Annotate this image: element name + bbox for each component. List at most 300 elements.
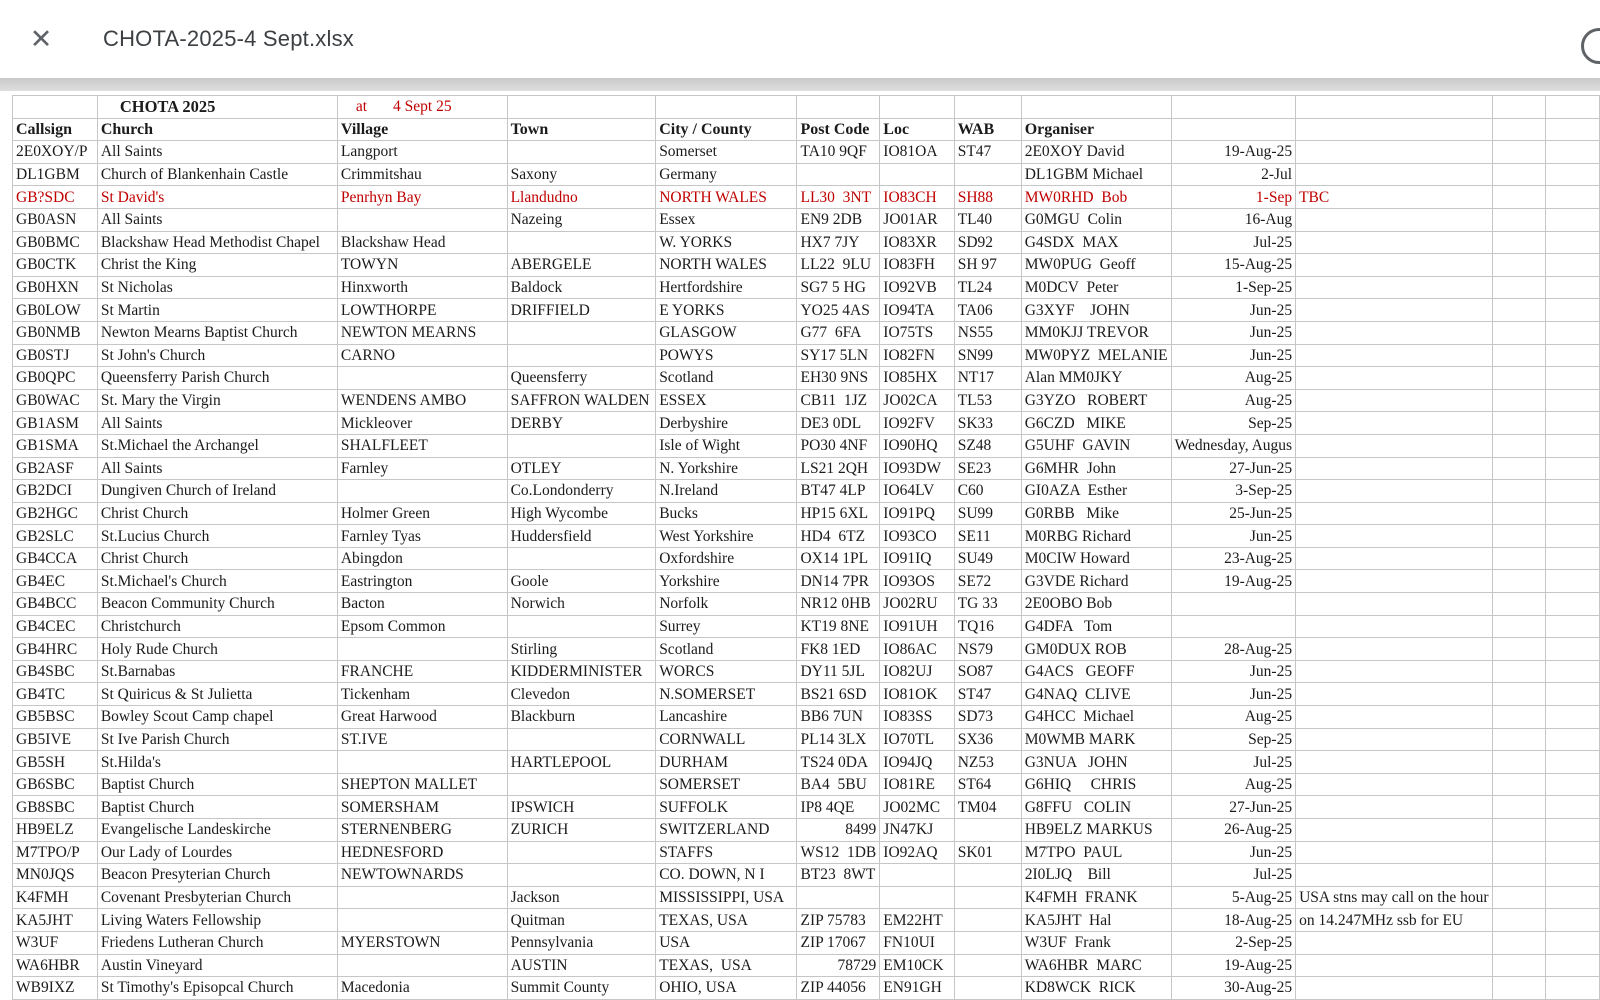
at-label: at <box>355 98 368 116</box>
cell-city-county: Bucks <box>656 502 797 525</box>
cell-loc: IO91IQ <box>880 547 954 570</box>
table-row <box>13 163 1600 186</box>
cell-church: Baptist Church <box>97 773 337 796</box>
cell-wab: SE23 <box>954 457 1021 480</box>
col-header-callsign: Callsign <box>13 118 98 141</box>
cell-organiser: 2I0LJQ Bill <box>1021 864 1171 887</box>
cell-church: Christ Church <box>97 502 337 525</box>
cell-loc: IO92AQ <box>880 841 954 864</box>
cell-date: Aug-25 <box>1171 773 1295 796</box>
cell-post-code: PL14 3LX <box>797 728 880 751</box>
cell-note <box>1296 706 1492 729</box>
cell-church: St Ive Parish Church <box>97 728 337 751</box>
cell-post-code: TA10 9QF <box>797 141 880 164</box>
cell-callsign: WA6HBR <box>13 954 98 977</box>
cell-extra1 <box>1492 660 1546 683</box>
cell-town: IPSWICH <box>507 796 656 819</box>
cell-post-code: ZIP 17067 <box>797 931 880 954</box>
table-row <box>13 141 1600 164</box>
cell-city-county: WORCS <box>656 660 797 683</box>
cell-village <box>337 954 507 977</box>
cell-extra1 <box>1492 683 1546 706</box>
cell-post-code: BS21 6SD <box>797 683 880 706</box>
cell-date: 1-Sep <box>1171 186 1295 209</box>
cell-loc: IO85HX <box>880 367 954 390</box>
table-row <box>13 186 1600 209</box>
clock-icon[interactable] <box>1581 28 1600 64</box>
table-row <box>13 389 1600 412</box>
cell-village: Tickenham <box>337 683 507 706</box>
cell-extra2 <box>1546 254 1600 277</box>
cell-extra2 <box>1546 909 1600 932</box>
cell-extra2 <box>1546 186 1600 209</box>
cell-extra1 <box>1492 751 1546 774</box>
cell-town: HARTLEPOOL <box>507 751 656 774</box>
cell-town: Baldock <box>507 276 656 299</box>
cell-village: Holmer Green <box>337 502 507 525</box>
cell-post-code <box>797 163 880 186</box>
cell-loc: IO83CH <box>880 186 954 209</box>
cell-extra2 <box>1546 276 1600 299</box>
cell-church: All Saints <box>97 141 337 164</box>
cell-post-code: DY11 5JL <box>797 660 880 683</box>
cell-date: 23-Aug-25 <box>1171 547 1295 570</box>
cell-city-county: Derbyshire <box>656 412 797 435</box>
cell-church: Beacon Community Church <box>97 593 337 616</box>
cell-city-county: NORTH WALES <box>656 186 797 209</box>
cell-extra2 <box>1546 570 1600 593</box>
cell-organiser: GI0AZA Esther <box>1021 480 1171 503</box>
cell-callsign: GB0QPC <box>13 367 98 390</box>
cell-loc: IO81OA <box>880 141 954 164</box>
cell-extra2 <box>1546 547 1600 570</box>
banner-row <box>13 96 1600 119</box>
cell-callsign: MN0JQS <box>13 864 98 887</box>
table-row <box>13 615 1600 638</box>
cell-post-code: SG7 5 HG <box>797 276 880 299</box>
cell-city-county: N.SOMERSET <box>656 683 797 706</box>
cell-date: Jun-25 <box>1171 299 1295 322</box>
cell-village: MYERSTOWN <box>337 931 507 954</box>
cell-extra1 <box>1492 344 1546 367</box>
cell-note <box>1296 457 1492 480</box>
cell-organiser: G3NUA JOHN <box>1021 751 1171 774</box>
cell-organiser: G3XYF JOHN <box>1021 299 1171 322</box>
cell-wab: TL53 <box>954 389 1021 412</box>
cell-extra1 <box>1492 593 1546 616</box>
cell-blank <box>1296 96 1492 119</box>
cell-village: Macedonia <box>337 977 507 1000</box>
cell-wab: ST47 <box>954 683 1021 706</box>
cell-blank <box>1546 96 1600 119</box>
cell-village <box>337 909 507 932</box>
cell-organiser: G4SDX MAX <box>1021 231 1171 254</box>
cell-organiser: M0CIW Howard <box>1021 547 1171 570</box>
col-header-blank <box>1492 118 1546 141</box>
table-row <box>13 773 1600 796</box>
cell-church: Newton Mearns Baptist Church <box>97 321 337 344</box>
cell-wab <box>954 886 1021 909</box>
cell-organiser: G0RBB Mike <box>1021 502 1171 525</box>
cell-city-county: SOMERSET <box>656 773 797 796</box>
cell-callsign: GB4BCC <box>13 593 98 616</box>
cell-city-county: Somerset <box>656 141 797 164</box>
cell-post-code: ZIP 44056 <box>797 977 880 1000</box>
cell-wab: TL40 <box>954 208 1021 231</box>
cell-town: Stirling <box>507 638 656 661</box>
cell-town: Co.Londonderry <box>507 480 656 503</box>
cell-date: Wednesday, Augus <box>1171 434 1295 457</box>
titlebar <box>0 0 1600 78</box>
cell-church: Church of Blankenhain Castle <box>97 163 337 186</box>
table-row <box>13 457 1600 480</box>
cell-date: Sep-25 <box>1171 728 1295 751</box>
cell-extra2 <box>1546 931 1600 954</box>
col-header-blank <box>1296 118 1492 141</box>
close-icon[interactable]: ✕ <box>29 24 53 54</box>
cell-church: Evangelische Landeskirche <box>97 819 337 842</box>
cell-note: on 14.247MHz ssb for EU <box>1296 909 1492 932</box>
cell-post-code: EH30 9NS <box>797 367 880 390</box>
cell-date: 25-Jun-25 <box>1171 502 1295 525</box>
cell-blank <box>954 96 1021 119</box>
cell-organiser: G3VDE Richard <box>1021 570 1171 593</box>
cell-note <box>1296 977 1492 1000</box>
cell-wab: SH 97 <box>954 254 1021 277</box>
table-row <box>13 412 1600 435</box>
cell-callsign: GB0HXN <box>13 276 98 299</box>
cell-village: Mickleover <box>337 412 507 435</box>
cell-extra2 <box>1546 525 1600 548</box>
cell-city-county: CO. DOWN, N I <box>656 864 797 887</box>
cell-loc: IO82FN <box>880 344 954 367</box>
cell-loc: JO02CA <box>880 389 954 412</box>
cell-note <box>1296 367 1492 390</box>
cell-organiser: G6HIQ CHRIS <box>1021 773 1171 796</box>
cell-wab: SE72 <box>954 570 1021 593</box>
cell-village: HEDNESFORD <box>337 841 507 864</box>
cell-post-code: LS21 2QH <box>797 457 880 480</box>
cell-note <box>1296 796 1492 819</box>
cell-extra2 <box>1546 886 1600 909</box>
cell-village: FRANCHE <box>337 660 507 683</box>
cell-extra1 <box>1492 299 1546 322</box>
cell-loc: IO75TS <box>880 321 954 344</box>
cell-wab: SD92 <box>954 231 1021 254</box>
cell-wab: ST64 <box>954 773 1021 796</box>
cell-organiser: G4NAQ CLIVE <box>1021 683 1171 706</box>
cell-village: CARNO <box>337 344 507 367</box>
cell-extra2 <box>1546 344 1600 367</box>
cell-extra2 <box>1546 367 1600 390</box>
cell-callsign: GB6SBC <box>13 773 98 796</box>
cell-church: St.Barnabas <box>97 660 337 683</box>
cell-date: 18-Aug-25 <box>1171 909 1295 932</box>
cell-note <box>1296 412 1492 435</box>
cell-town: Clevedon <box>507 683 656 706</box>
cell-wab: SU99 <box>954 502 1021 525</box>
cell-extra2 <box>1546 593 1600 616</box>
cell-note <box>1296 434 1492 457</box>
cell-town <box>507 773 656 796</box>
cell-church: Covenant Presbyterian Church <box>97 886 337 909</box>
cell-extra1 <box>1492 367 1546 390</box>
cell-city-county: STAFFS <box>656 841 797 864</box>
cell-extra2 <box>1546 683 1600 706</box>
cell-callsign: GB8SBC <box>13 796 98 819</box>
col-header-loc: Loc <box>880 118 954 141</box>
cell-date: Aug-25 <box>1171 389 1295 412</box>
cell-organiser: HB9ELZ MARKUS <box>1021 819 1171 842</box>
header-row <box>13 118 1600 141</box>
cell-extra1 <box>1492 570 1546 593</box>
cell-extra1 <box>1492 909 1546 932</box>
cell-wab: TM04 <box>954 796 1021 819</box>
cell-town: Queensferry <box>507 367 656 390</box>
cell-wab: SK33 <box>954 412 1021 435</box>
cell-church: All Saints <box>97 457 337 480</box>
cell-date: 2-Jul <box>1171 163 1295 186</box>
cell-loc: IO93OS <box>880 570 954 593</box>
table-row <box>13 660 1600 683</box>
cell-wab: SD73 <box>954 706 1021 729</box>
table-row <box>13 231 1600 254</box>
cell-wab <box>954 931 1021 954</box>
cell-extra2 <box>1546 389 1600 412</box>
cell-callsign: GB0NMB <box>13 321 98 344</box>
cell-city-county: ESSEX <box>656 389 797 412</box>
cell-note <box>1296 254 1492 277</box>
cell-village: ST.IVE <box>337 728 507 751</box>
cell-extra2 <box>1546 141 1600 164</box>
cell-extra2 <box>1546 208 1600 231</box>
cell-date: Jun-25 <box>1171 525 1295 548</box>
cell-loc: IO70TL <box>880 728 954 751</box>
cell-date: 2-Sep-25 <box>1171 931 1295 954</box>
cell-church: St.Michael the Archangel <box>97 434 337 457</box>
cell-extra2 <box>1546 977 1600 1000</box>
cell-extra2 <box>1546 796 1600 819</box>
cell-city-county: Lancashire <box>656 706 797 729</box>
cell-loc: IO94TA <box>880 299 954 322</box>
cell-church: Living Waters Fellowship <box>97 909 337 932</box>
cell-note <box>1296 773 1492 796</box>
cell-post-code: LL30 3NT <box>797 186 880 209</box>
cell-blank <box>507 96 656 119</box>
cell-loc: JO02RU <box>880 593 954 616</box>
cell-city-county: Germany <box>656 163 797 186</box>
cell-note <box>1296 841 1492 864</box>
table-row <box>13 593 1600 616</box>
cell-loc <box>880 886 954 909</box>
cell-post-code: WS12 1DB <box>797 841 880 864</box>
cell-post-code: YO25 4AS <box>797 299 880 322</box>
cell-loc: IO91UH <box>880 615 954 638</box>
cell-city-county: NORTH WALES <box>656 254 797 277</box>
cell-village: SHALFLEET <box>337 434 507 457</box>
cell-extra2 <box>1546 819 1600 842</box>
cell-note <box>1296 570 1492 593</box>
cell-date: Aug-25 <box>1171 706 1295 729</box>
cell-post-code: IP8 4QE <box>797 796 880 819</box>
cell-wab: NT17 <box>954 367 1021 390</box>
cell-church: Christ Church <box>97 547 337 570</box>
cell-wab: TG 33 <box>954 593 1021 616</box>
table-row <box>13 954 1600 977</box>
cell-blank <box>656 96 797 119</box>
cell-village <box>337 480 507 503</box>
col-header-church: Church <box>97 118 337 141</box>
cell-note: TBC <box>1296 186 1492 209</box>
cell-village: SHEPTON MALLET <box>337 773 507 796</box>
cell-post-code: HD4 6TZ <box>797 525 880 548</box>
cell-loc: IO81OK <box>880 683 954 706</box>
cell-loc: IO83FH <box>880 254 954 277</box>
cell-loc: IO64LV <box>880 480 954 503</box>
cell-blank <box>1171 96 1295 119</box>
cell-extra1 <box>1492 931 1546 954</box>
cell-date: Jun-25 <box>1171 344 1295 367</box>
cell-city-county: GLASGOW <box>656 321 797 344</box>
sheet-date-banner <box>337 96 507 119</box>
cell-note <box>1296 660 1492 683</box>
cell-callsign: GB2HGC <box>13 502 98 525</box>
cell-post-code: SY17 5LN <box>797 344 880 367</box>
cell-note <box>1296 954 1492 977</box>
cell-church: St Timothy's Episopcal Church <box>97 977 337 1000</box>
cell-loc: IO83SS <box>880 706 954 729</box>
cell-organiser: 2E0XOY David <box>1021 141 1171 164</box>
cell-extra2 <box>1546 299 1600 322</box>
cell-organiser: MW0PUG Geoff <box>1021 254 1171 277</box>
cell-post-code: PO30 4NF <box>797 434 880 457</box>
cell-note <box>1296 593 1492 616</box>
cell-church: St.Lucius Church <box>97 525 337 548</box>
cell-extra1 <box>1492 864 1546 887</box>
cell-organiser: KD8WCK RICK <box>1021 977 1171 1000</box>
cell-date: 19-Aug-25 <box>1171 954 1295 977</box>
cell-date: Jun-25 <box>1171 841 1295 864</box>
cell-blank <box>1021 96 1171 119</box>
table-row <box>13 751 1600 774</box>
cell-village: Blackshaw Head <box>337 231 507 254</box>
cell-city-county: Hertfordshire <box>656 276 797 299</box>
cell-town: AUSTIN <box>507 954 656 977</box>
cell-extra2 <box>1546 321 1600 344</box>
cell-callsign: DL1GBM <box>13 163 98 186</box>
table-row <box>13 864 1600 887</box>
cell-extra1 <box>1492 412 1546 435</box>
cell-date: 26-Aug-25 <box>1171 819 1295 842</box>
cell-date: 16-Aug <box>1171 208 1295 231</box>
cell-town: Huddersfield <box>507 525 656 548</box>
cell-date: Jul-25 <box>1171 751 1295 774</box>
cell-callsign: GB5IVE <box>13 728 98 751</box>
cell-extra2 <box>1546 751 1600 774</box>
cell-extra2 <box>1546 954 1600 977</box>
cell-city-county: Yorkshire <box>656 570 797 593</box>
table-row <box>13 367 1600 390</box>
cell-callsign: GB4HRC <box>13 638 98 661</box>
cell-organiser: G8FFU COLIN <box>1021 796 1171 819</box>
cell-extra1 <box>1492 321 1546 344</box>
cell-town: ABERGELE <box>507 254 656 277</box>
col-header-organiser: Organiser <box>1021 118 1171 141</box>
cell-church: St Quiricus & St Julietta <box>97 683 337 706</box>
cell-callsign: GB2ASF <box>13 457 98 480</box>
cell-organiser: G3YZO ROBERT <box>1021 389 1171 412</box>
cell-date: Jun-25 <box>1171 660 1295 683</box>
cell-loc: JN47KJ <box>880 819 954 842</box>
cell-church: St.Hilda's <box>97 751 337 774</box>
cell-extra2 <box>1546 864 1600 887</box>
cell-city-county: Scotland <box>656 367 797 390</box>
cell-village <box>337 886 507 909</box>
cell-town <box>507 321 656 344</box>
cell-extra2 <box>1546 638 1600 661</box>
cell-loc: IO92VB <box>880 276 954 299</box>
cell-loc: IO82UJ <box>880 660 954 683</box>
cell-date: 30-Aug-25 <box>1171 977 1295 1000</box>
cell-wab: SU49 <box>954 547 1021 570</box>
cell-town: DRIFFIELD <box>507 299 656 322</box>
cell-loc: FN10UI <box>880 931 954 954</box>
cell-callsign: GB1ASM <box>13 412 98 435</box>
cell-wab: SH88 <box>954 186 1021 209</box>
cell-loc: JO01AR <box>880 208 954 231</box>
cell-date: 19-Aug-25 <box>1171 570 1295 593</box>
table-row <box>13 683 1600 706</box>
cell-note <box>1296 141 1492 164</box>
cell-church: Christchurch <box>97 615 337 638</box>
cell-organiser: G4HCC Michael <box>1021 706 1171 729</box>
cell-extra1 <box>1492 638 1546 661</box>
cell-note <box>1296 683 1492 706</box>
cell-church: All Saints <box>97 412 337 435</box>
cell-loc: IO83XR <box>880 231 954 254</box>
cell-church: St Nicholas <box>97 276 337 299</box>
cell-note <box>1296 276 1492 299</box>
table-row <box>13 977 1600 1000</box>
cell-loc: IO91PQ <box>880 502 954 525</box>
table-row <box>13 638 1600 661</box>
cell-wab: SX36 <box>954 728 1021 751</box>
cell-town <box>507 615 656 638</box>
cell-post-code: BB6 7UN <box>797 706 880 729</box>
cell-post-code: FK8 1ED <box>797 638 880 661</box>
cell-city-county: OHIO, USA <box>656 977 797 1000</box>
cell-village: Bacton <box>337 593 507 616</box>
cell-blank <box>797 96 880 119</box>
cell-callsign: 2E0XOY/P <box>13 141 98 164</box>
cell-town: Quitman <box>507 909 656 932</box>
cell-wab <box>954 954 1021 977</box>
cell-organiser: G0MGU Colin <box>1021 208 1171 231</box>
col-header-village: Village <box>337 118 507 141</box>
cell-extra1 <box>1492 502 1546 525</box>
cell-post-code: 8499 <box>797 819 880 842</box>
cell-church: Austin Vineyard <box>97 954 337 977</box>
cell-city-county: Surrey <box>656 615 797 638</box>
table-row <box>13 570 1600 593</box>
cell-note: USA stns may call on the hour <box>1296 886 1492 909</box>
col-header-post-code: Post Code <box>797 118 880 141</box>
cell-loc: IO92FV <box>880 412 954 435</box>
cell-organiser: DL1GBM Michael <box>1021 163 1171 186</box>
cell-date: 27-Jun-25 <box>1171 796 1295 819</box>
cell-town <box>507 728 656 751</box>
cell-church: St David's <box>97 186 337 209</box>
